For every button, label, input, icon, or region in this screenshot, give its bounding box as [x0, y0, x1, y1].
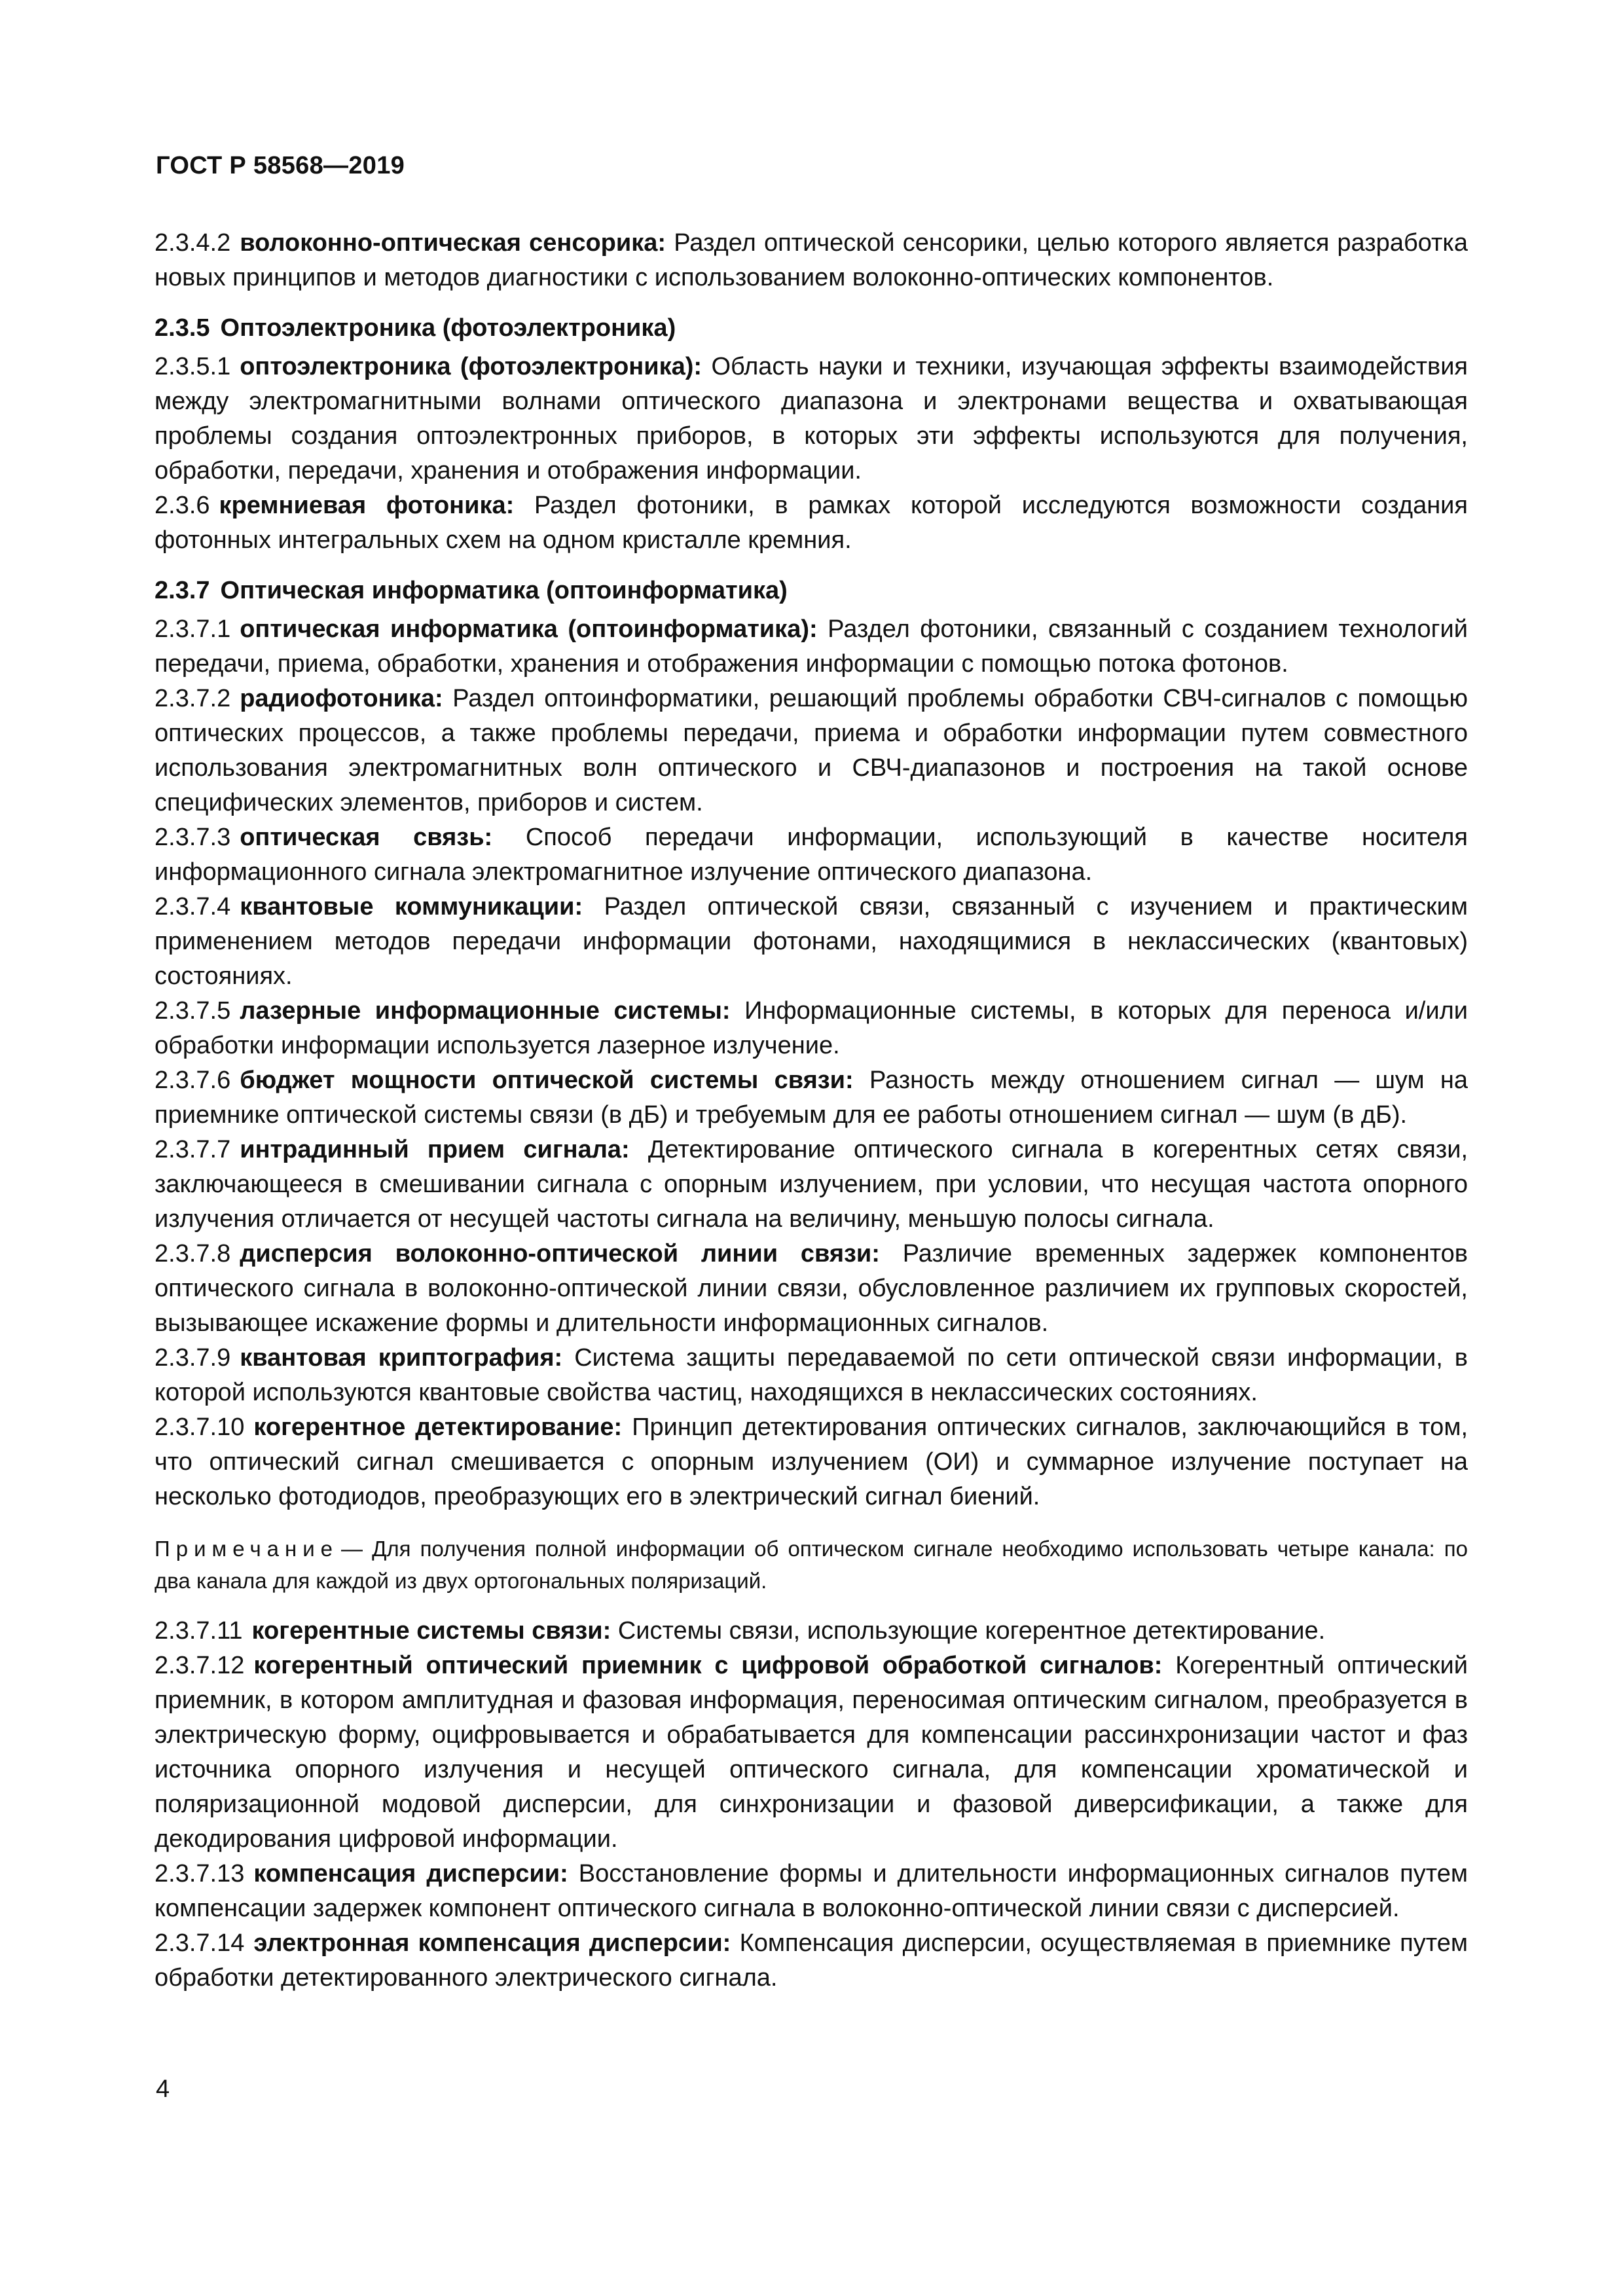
entry-number: 2.3.7.10	[155, 1413, 245, 1441]
entry-term: квантовые коммуникации:	[240, 893, 583, 920]
entry-term: интрадинный прием сигнала:	[240, 1136, 630, 1163]
note-text: — Для получения полной информации об оптическом сигнале необходимо использовать четыре канала: по два канала для каждой из двух ортогональных поляризаций.	[155, 1537, 1468, 1593]
entry-2-3-7-6	[155, 1063, 1468, 1133]
entry-number: 2.3.7.7	[155, 1136, 231, 1163]
entry-definition: Детектирование оптического сигнала в когерентных сетях связи, заключающееся в смешивании сигнала с опорным излучением, при условии, что несущая частота опорного излучения отличается от несущей частоты сигнала на величину, меньшую полосы сигнала.	[155, 1136, 1468, 1233]
entry-2-3-7-2	[155, 682, 1468, 820]
entry-definition: Система защиты передаваемой по сети оптической связи информации, в которой используются квантовые свойства частиц, находящихся в неклассических состояниях.	[155, 1344, 1468, 1406]
entry-number: 2.3.7.2	[155, 685, 231, 712]
entry-definition: Раздел оптической сенсорики, целью которого является разработка новых принципов и методов диагностики с использованием волоконно-оптических компонентов.	[155, 229, 1468, 291]
entry-2-3-7-3	[155, 820, 1468, 890]
section-heading-2-3-5	[155, 311, 1468, 346]
entry-definition: Раздел оптической связи, связанный с изучением и практическим применением методов передачи информации фотонами, находящимися в неклассических (квантовых) состояниях.	[155, 893, 1468, 990]
entry-term: бюджет мощности оптической системы связи:	[240, 1066, 854, 1094]
entry-definition: Разность между отношением сигнал — шум на приемнике оптической системы связи (в дБ) и требуемым для ее работы отношением сигнал — шум (в дБ).	[155, 1066, 1468, 1129]
entry-term: волоконно-оптическая сенсорика:	[240, 229, 666, 257]
section-heading-2-3-7	[155, 574, 1468, 608]
document-header: ГОСТ Р 58568—2019	[156, 152, 405, 179]
entry-number: 2.3.7.8	[155, 1240, 231, 1267]
entry-term: когерентное детектирование:	[253, 1413, 623, 1441]
entry-number: 2.3.7.4	[155, 893, 231, 920]
entry-definition: Принцип детектирования оптических сигналов, заключающийся в том, что оптический сигнал смешивается с опорным излучением (ОИ) и суммарное излучение поступает на несколько фотодиодов, преобразующих его в электрический сигнал биений.	[155, 1413, 1468, 1510]
entry-definition: Системы связи, использующие когерентное детектирование.	[617, 1617, 1326, 1645]
entry-number: 2.3.7.9	[155, 1344, 231, 1372]
entry-term: когерентный оптический приемник с цифровой обработкой сигналов:	[253, 1652, 1163, 1679]
entry-2-3-5-1	[155, 350, 1468, 488]
entry-number: 2.3.7.1	[155, 615, 231, 643]
entry-term: оптоэлектроника (фотоэлектроника):	[240, 353, 702, 380]
entry-2-3-7-10	[155, 1410, 1468, 1514]
entry-2-3-4-2	[155, 226, 1468, 295]
entry-2-3-7-1	[155, 612, 1468, 682]
entry-number: 2.3.7.14	[155, 1929, 245, 1957]
entry-definition: Компенсация дисперсии, осуществляемая в приемнике путем обработки детектированного электрического сигнала.	[155, 1929, 1468, 1992]
entry-2-3-7-14	[155, 1926, 1468, 1995]
section-number: 2.3.7	[155, 577, 210, 604]
entry-number: 2.3.7.3	[155, 824, 231, 851]
entry-term: кремниевая фотоника:	[219, 492, 515, 519]
entry-term: радиофотоника:	[240, 685, 443, 712]
entry-definition: Восстановление формы и длительности информационных сигналов путем компенсации задержек компонент оптического сигнала в волоконно-оптической линии связи с дисперсией.	[155, 1860, 1468, 1922]
entry-term: электронная компенсация дисперсии:	[253, 1929, 731, 1957]
page-number: 4	[156, 2075, 170, 2103]
entry-2-3-7-8	[155, 1237, 1468, 1341]
entry-number: 2.3.5.1	[155, 353, 231, 380]
entry-number: 2.3.7.5	[155, 997, 231, 1025]
entry-definition: Способ передачи информации, использующий в качестве носителя информационного сигнала электромагнитное излучение оптического диапазона.	[155, 824, 1468, 886]
entry-term: оптическая связь:	[240, 824, 493, 851]
document-body	[155, 226, 1468, 1995]
section-title: Оптоэлектроника (фотоэлектроника)	[220, 314, 676, 342]
entry-number: 2.3.7.6	[155, 1066, 231, 1094]
entry-definition: Раздел оптоинформатики, решающий проблемы обработки СВЧ-сигналов с помощью оптических процессов, а также проблемы передачи, приема и обработки информации путем совместного использования электромагнитных волн оптического и СВЧ-диапазонов и построения на такой основе специфических элементов, приборов и систем.	[155, 685, 1468, 816]
entry-2-3-7-13	[155, 1857, 1468, 1926]
entry-definition: Раздел фотоники, связанный с созданием технологий передачи, приема, обработки, хранения и отображения информации с помощью потока фотонов.	[155, 615, 1468, 678]
entry-definition: Раздел фотоники, в рамках которой исследуются возможности создания фотонных интегральных схем на одном кристалле кремния.	[155, 492, 1468, 554]
entry-number: 2.3.4.2	[155, 229, 231, 257]
entry-2-3-7-12	[155, 1649, 1468, 1857]
entry-2-3-7-4	[155, 890, 1468, 994]
entry-definition: Область науки и техники, изучающая эффекты взаимодействия между электромагнитными волнами оптического диапазона и электронами вещества и охватывающая проблемы создания оптоэлектронных приборов, в которых эти эффекты используются для получения, обработки, передачи, хранения и отображения информации.	[155, 353, 1468, 484]
entry-2-3-6	[155, 488, 1468, 558]
entry-term: компенсация дисперсии:	[253, 1860, 568, 1887]
entry-number: 2.3.6	[155, 492, 210, 519]
entry-number: 2.3.7.11	[155, 1617, 243, 1645]
entry-2-3-7-5	[155, 994, 1468, 1063]
entry-2-3-7-11	[155, 1614, 1468, 1649]
section-number: 2.3.5	[155, 314, 210, 342]
entry-definition: Когерентный оптический приемник, в котором амплитудная и фазовая информация, переносимая оптическим сигналом, преобразуется в электрическую форму, оцифровывается и обрабатывается для компенсации рассинхронизации частот и фаз источника опорного излучения и несущей оптического сигнала, для компенсации хроматической и поляризационной модовой дисперсии, для синхронизации и фазовой диверсификации, а также для декодирования цифровой информации.	[155, 1652, 1468, 1853]
entry-definition: Различие временных задержек компонентов оптического сигнала в волоконно-оптической линии связи, обусловленное различием их групповых скоростей, вызывающее искажение формы и длительности информационных сигналов.	[155, 1240, 1468, 1337]
entry-term: оптическая информатика (оптоинформатика):	[240, 615, 818, 643]
entry-number: 2.3.7.12	[155, 1652, 245, 1679]
entry-term: лазерные информационные системы:	[240, 997, 731, 1025]
entry-number: 2.3.7.13	[155, 1860, 245, 1887]
note	[155, 1533, 1468, 1597]
entry-term: квантовая криптография:	[240, 1344, 563, 1372]
note-label: Примечание	[155, 1537, 339, 1561]
entry-definition: Информационные системы, в которых для переноса и/или обработки информации используется лазерное излучение.	[155, 997, 1468, 1059]
entry-2-3-7-7	[155, 1133, 1468, 1237]
entry-term: когерентные системы связи:	[251, 1617, 611, 1645]
entry-term: дисперсия волоконно-оптической линии связи:	[240, 1240, 880, 1267]
section-title: Оптическая информатика (оптоинформатика)	[220, 577, 788, 604]
entry-2-3-7-9	[155, 1341, 1468, 1410]
